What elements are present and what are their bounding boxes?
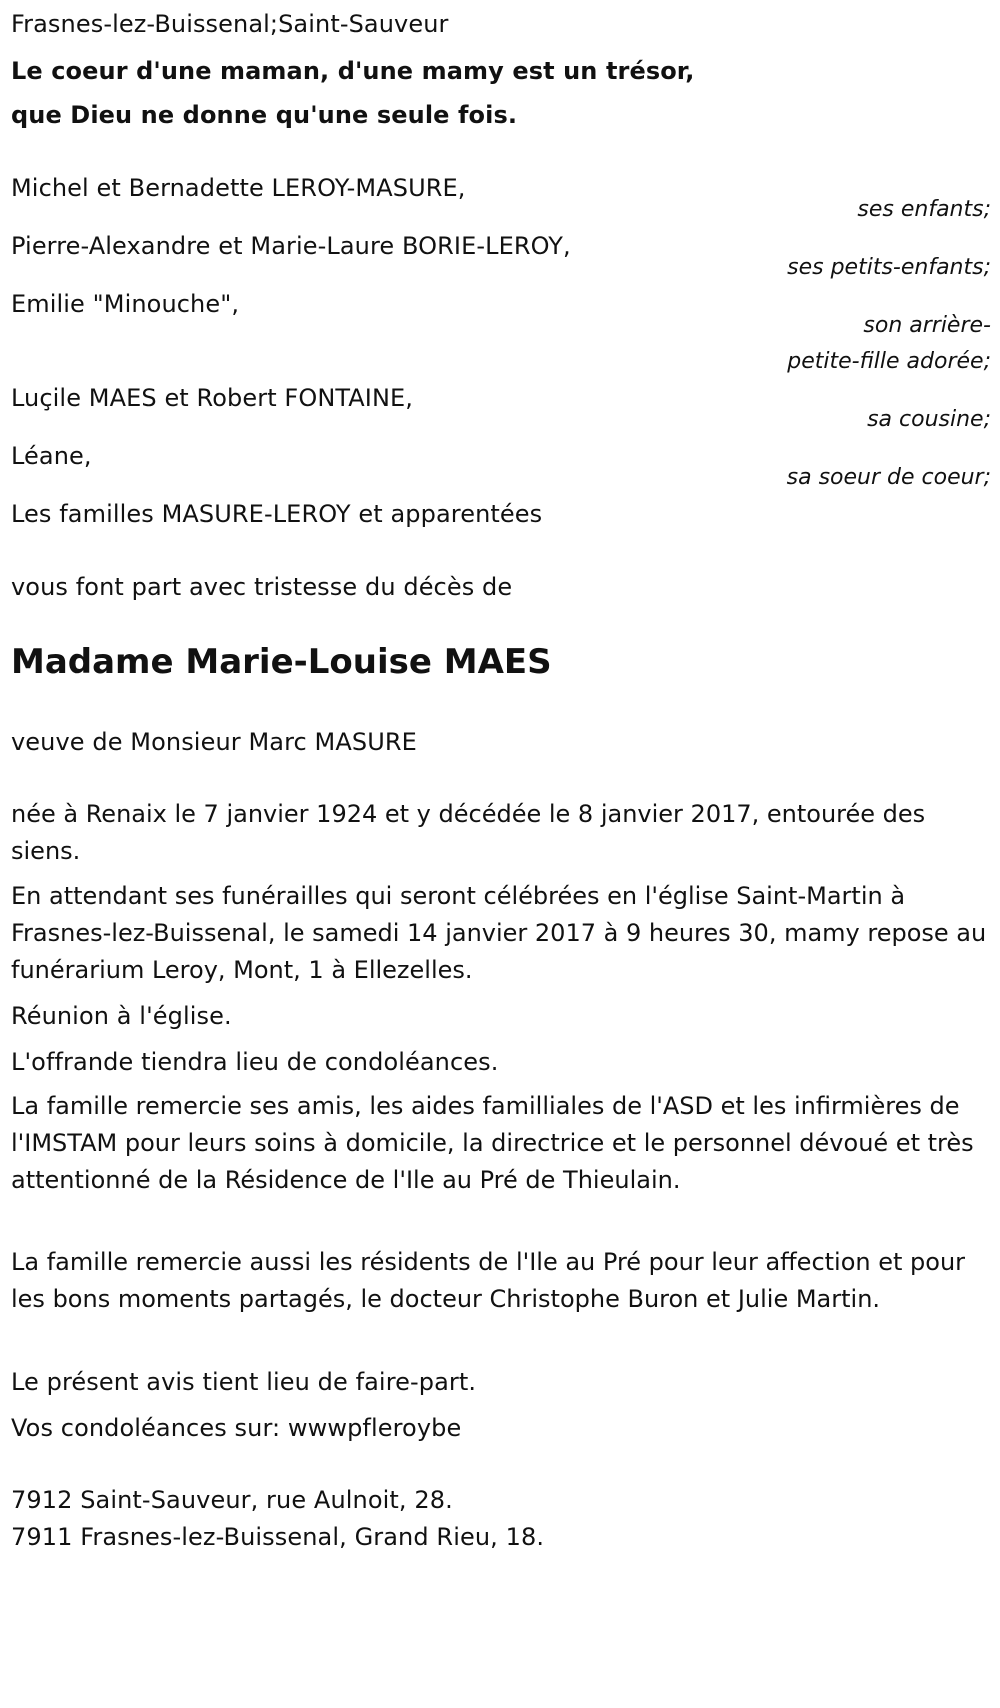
address-line: 7911 Frasnes-lez-Buissenal, Grand Rieu, 18. [11,1523,545,1551]
deceased-name: Madame Marie-Louise MAES [11,642,552,682]
quote-line-1: Le coeur d'une maman, d'une mamy est un trésor, [11,57,695,85]
announcement: vous font part avec tristesse du décès de [11,573,513,601]
meeting-paragraph: Réunion à l'église. [11,1002,232,1030]
family-member-name: Michel et Bernadette LEROY-MASURE, [11,174,466,202]
family-relation: sa soeur de coeur; [786,465,991,490]
offering-paragraph: L'offrande tiendra lieu de condoléances. [11,1048,499,1076]
family-member-name: Luçile MAES et Robert FONTAINE, [11,384,414,412]
family-relation: sa cousine; [867,407,991,432]
family-relation: ses petits-enfants; [787,255,991,280]
quote-line-2: que Dieu ne donne qu'une seule fois. [11,101,518,129]
thanks-paragraph-2: La famille remercie aussi les résidents de l'Ile au Pré pour leur affection et pour les bons moments partagés, le docteur Christophe Buron et Julie Martin. [11,1248,966,1313]
address-line: 7912 Saint-Sauveur, rue Aulnoit, 28. [11,1486,453,1514]
location-header: Frasnes-lez-Buissenal;Saint-Sauveur [11,10,449,38]
thanks-paragraph-1: La famille remercie ses amis, les aides familliales de l'ASD et les infirmières de l'IMSTAM pour leurs soins à domicile, la directrice et le personnel dévoué et très attentionné de la Résidence de l'Ile au Pré de Thieulain. [11,1092,974,1194]
family-member-name: Les familles MASURE-LEROY et apparentées [11,500,543,528]
family-relation-line-1: son arrière- [863,313,991,338]
notice-paragraph: Le présent avis tient lieu de faire-part. [11,1368,477,1396]
birth-death-paragraph: née à Renaix le 7 janvier 1924 et y décédée le 8 janvier 2017, entourée des siens. [11,800,926,865]
family-member-name: Emilie "Minouche", [11,290,240,318]
family-member-name: Pierre-Alexandre et Marie-Laure BORIE-LEROY, [11,232,571,260]
family-relation: ses enfants; [857,197,991,222]
funeral-paragraph: En attendant ses funérailles qui seront célébrées en l'église Saint-Martin à Frasnes-lez-Buissenal, le samedi 14 janvier 2017 à 9 heures 30, mamy repose au funérarium Leroy, Mont, 1 à Ellezelles. [11,882,987,984]
condolences-paragraph: Vos condoléances sur: wwwpfleroybe [11,1414,462,1442]
family-relation-line-2: petite-fille adorée; [787,349,991,374]
widow-of: veuve de Monsieur Marc MASURE [11,728,417,756]
family-member-name: Léane, [11,442,92,470]
